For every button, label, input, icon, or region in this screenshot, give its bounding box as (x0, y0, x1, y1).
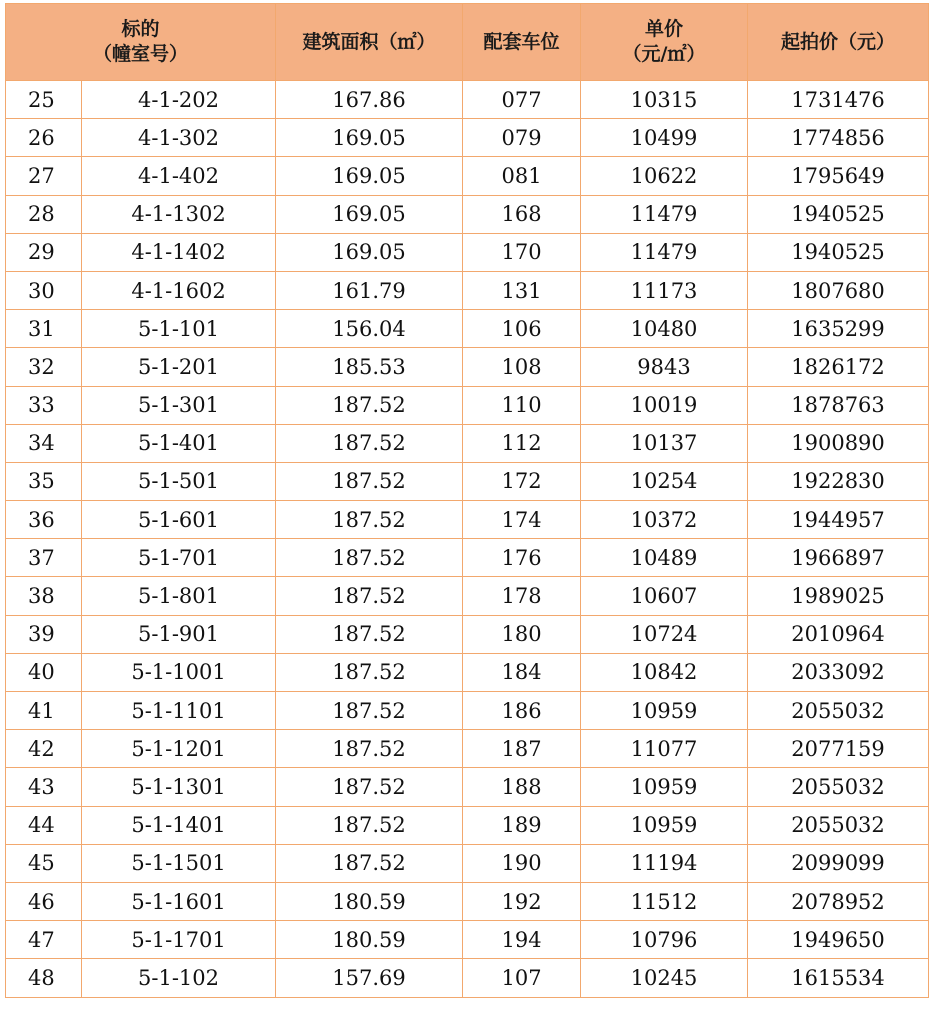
table-row (6, 844, 929, 882)
table-row (6, 462, 929, 500)
cell-unit: 5-1-601 (82, 501, 276, 539)
cell-area: 187.52 (276, 539, 463, 577)
cell-start-price: 2033092 (748, 653, 929, 691)
cell-unit: 5-1-101 (82, 310, 276, 348)
row-index: 47 (6, 921, 82, 959)
cell-area: 169.05 (276, 233, 463, 271)
cell-parking: 184 (463, 653, 581, 691)
row-index: 27 (6, 157, 82, 195)
cell-parking: 190 (463, 844, 581, 882)
cell-unit: 5-1-1701 (82, 921, 276, 959)
cell-area: 157.69 (276, 959, 463, 997)
cell-unit: 4-1-1402 (82, 233, 276, 271)
cell-area: 156.04 (276, 310, 463, 348)
cell-unit: 5-1-1301 (82, 768, 276, 806)
row-index: 46 (6, 882, 82, 920)
table-row (6, 195, 929, 233)
cell-area: 169.05 (276, 195, 463, 233)
row-index: 36 (6, 501, 82, 539)
cell-start-price: 1878763 (748, 386, 929, 424)
cell-unit-price: 11077 (581, 730, 748, 768)
table-row (6, 386, 929, 424)
cell-area: 169.05 (276, 157, 463, 195)
table-row (6, 348, 929, 386)
table-row (6, 921, 929, 959)
header-row (6, 4, 929, 81)
cell-unit: 5-1-301 (82, 386, 276, 424)
table-row (6, 271, 929, 309)
cell-parking: 079 (463, 119, 581, 157)
row-index: 39 (6, 615, 82, 653)
cell-area: 187.52 (276, 501, 463, 539)
row-index: 34 (6, 424, 82, 462)
table-row (6, 119, 929, 157)
cell-parking: 186 (463, 692, 581, 730)
header-unit-price-line2: （元/㎡） (622, 43, 706, 65)
row-index: 43 (6, 768, 82, 806)
header-lot (6, 4, 276, 81)
row-index: 30 (6, 271, 82, 309)
cell-parking: 188 (463, 768, 581, 806)
header-unit-price (581, 4, 748, 81)
cell-parking: 172 (463, 462, 581, 500)
row-index: 32 (6, 348, 82, 386)
cell-unit-price: 10842 (581, 653, 748, 691)
cell-unit-price: 10607 (581, 577, 748, 615)
cell-area: 167.86 (276, 81, 463, 119)
cell-start-price: 1795649 (748, 157, 929, 195)
table-row (6, 882, 929, 920)
cell-start-price: 1900890 (748, 424, 929, 462)
cell-start-price: 1949650 (748, 921, 929, 959)
header-parking: 配套车位 (463, 4, 581, 81)
cell-start-price: 2078952 (748, 882, 929, 920)
table-row (6, 768, 929, 806)
cell-start-price: 1615534 (748, 959, 929, 997)
table-row (6, 653, 929, 691)
table-row (6, 424, 929, 462)
cell-area: 187.52 (276, 462, 463, 500)
cell-unit: 5-1-901 (82, 615, 276, 653)
cell-unit-price: 11194 (581, 844, 748, 882)
cell-unit: 4-1-1602 (82, 271, 276, 309)
cell-unit-price: 10480 (581, 310, 748, 348)
cell-parking: 131 (463, 271, 581, 309)
row-index: 26 (6, 119, 82, 157)
cell-area: 187.52 (276, 844, 463, 882)
cell-unit-price: 10315 (581, 81, 748, 119)
cell-unit-price: 10959 (581, 806, 748, 844)
row-index: 38 (6, 577, 82, 615)
cell-parking: 112 (463, 424, 581, 462)
row-index: 25 (6, 81, 82, 119)
cell-start-price: 2077159 (748, 730, 929, 768)
cell-unit: 5-1-1601 (82, 882, 276, 920)
table-row (6, 539, 929, 577)
cell-area: 187.52 (276, 730, 463, 768)
row-index: 37 (6, 539, 82, 577)
cell-area: 187.52 (276, 806, 463, 844)
cell-unit: 5-1-201 (82, 348, 276, 386)
header-start-price: 起拍价（元） (748, 4, 929, 81)
cell-unit: 5-1-1201 (82, 730, 276, 768)
cell-parking: 192 (463, 882, 581, 920)
cell-unit: 5-1-102 (82, 959, 276, 997)
table-row (6, 959, 929, 997)
cell-start-price: 1966897 (748, 539, 929, 577)
cell-area: 169.05 (276, 119, 463, 157)
row-index: 33 (6, 386, 82, 424)
cell-start-price: 1635299 (748, 310, 929, 348)
table-row (6, 233, 929, 271)
row-index: 44 (6, 806, 82, 844)
header-lot-line2: （幢室号） (93, 43, 189, 65)
table-row (6, 692, 929, 730)
cell-parking: 170 (463, 233, 581, 271)
cell-parking: 077 (463, 81, 581, 119)
cell-parking: 110 (463, 386, 581, 424)
cell-start-price: 1774856 (748, 119, 929, 157)
cell-parking: 081 (463, 157, 581, 195)
row-index: 40 (6, 653, 82, 691)
cell-unit: 4-1-402 (82, 157, 276, 195)
cell-unit: 4-1-302 (82, 119, 276, 157)
cell-start-price: 1940525 (748, 195, 929, 233)
cell-parking: 180 (463, 615, 581, 653)
table-row (6, 501, 929, 539)
row-index: 42 (6, 730, 82, 768)
cell-unit-price: 10959 (581, 692, 748, 730)
row-index: 41 (6, 692, 82, 730)
cell-unit-price: 11512 (581, 882, 748, 920)
table-row (6, 615, 929, 653)
cell-area: 187.52 (276, 768, 463, 806)
cell-area: 180.59 (276, 921, 463, 959)
cell-start-price: 2055032 (748, 768, 929, 806)
row-index: 29 (6, 233, 82, 271)
cell-unit: 5-1-401 (82, 424, 276, 462)
table-body (6, 81, 929, 998)
cell-unit-price: 11173 (581, 271, 748, 309)
cell-unit-price: 10245 (581, 959, 748, 997)
cell-parking: 178 (463, 577, 581, 615)
cell-start-price: 2055032 (748, 692, 929, 730)
cell-unit-price: 10499 (581, 119, 748, 157)
cell-area: 187.52 (276, 653, 463, 691)
cell-area: 187.52 (276, 615, 463, 653)
cell-unit: 5-1-1501 (82, 844, 276, 882)
cell-start-price: 2099099 (748, 844, 929, 882)
header-area: 建筑面积（㎡） (276, 4, 463, 81)
cell-parking: 106 (463, 310, 581, 348)
cell-unit-price: 10137 (581, 424, 748, 462)
table-row (6, 806, 929, 844)
cell-area: 187.52 (276, 577, 463, 615)
cell-start-price: 1922830 (748, 462, 929, 500)
cell-parking: 168 (463, 195, 581, 233)
cell-unit-price: 11479 (581, 195, 748, 233)
table-row (6, 730, 929, 768)
cell-parking: 176 (463, 539, 581, 577)
cell-unit-price: 10724 (581, 615, 748, 653)
cell-unit: 5-1-1101 (82, 692, 276, 730)
cell-unit-price: 11479 (581, 233, 748, 271)
table-row (6, 81, 929, 119)
row-index: 31 (6, 310, 82, 348)
cell-parking: 189 (463, 806, 581, 844)
row-index: 28 (6, 195, 82, 233)
cell-unit-price: 10489 (581, 539, 748, 577)
cell-area: 161.79 (276, 271, 463, 309)
header-unit-price-line1: 单价 (645, 18, 684, 40)
row-index: 35 (6, 462, 82, 500)
table-row (6, 157, 929, 195)
cell-unit-price: 9843 (581, 348, 748, 386)
header-lot-line1: 标的 (121, 18, 160, 40)
cell-unit-price: 10254 (581, 462, 748, 500)
cell-start-price: 1989025 (748, 577, 929, 615)
row-index: 48 (6, 959, 82, 997)
cell-start-price: 2010964 (748, 615, 929, 653)
cell-parking: 194 (463, 921, 581, 959)
cell-unit-price: 10796 (581, 921, 748, 959)
auction-table-container (5, 3, 929, 998)
cell-unit-price: 10019 (581, 386, 748, 424)
cell-start-price: 1940525 (748, 233, 929, 271)
cell-area: 187.52 (276, 692, 463, 730)
cell-area: 187.52 (276, 386, 463, 424)
table-row (6, 577, 929, 615)
cell-unit-price: 10622 (581, 157, 748, 195)
table-row (6, 310, 929, 348)
cell-parking: 187 (463, 730, 581, 768)
cell-area: 187.52 (276, 424, 463, 462)
cell-area: 180.59 (276, 882, 463, 920)
cell-area: 185.53 (276, 348, 463, 386)
cell-start-price: 1826172 (748, 348, 929, 386)
cell-unit: 5-1-1001 (82, 653, 276, 691)
cell-unit: 5-1-1401 (82, 806, 276, 844)
cell-parking: 107 (463, 959, 581, 997)
cell-unit: 5-1-501 (82, 462, 276, 500)
cell-parking: 108 (463, 348, 581, 386)
cell-unit: 4-1-1302 (82, 195, 276, 233)
cell-parking: 174 (463, 501, 581, 539)
cell-unit: 5-1-801 (82, 577, 276, 615)
cell-unit-price: 10372 (581, 501, 748, 539)
cell-start-price: 1944957 (748, 501, 929, 539)
cell-start-price: 2055032 (748, 806, 929, 844)
cell-unit: 5-1-701 (82, 539, 276, 577)
cell-unit: 4-1-202 (82, 81, 276, 119)
cell-start-price: 1731476 (748, 81, 929, 119)
cell-start-price: 1807680 (748, 271, 929, 309)
cell-unit-price: 10959 (581, 768, 748, 806)
row-index: 45 (6, 844, 82, 882)
auction-table (5, 3, 929, 998)
